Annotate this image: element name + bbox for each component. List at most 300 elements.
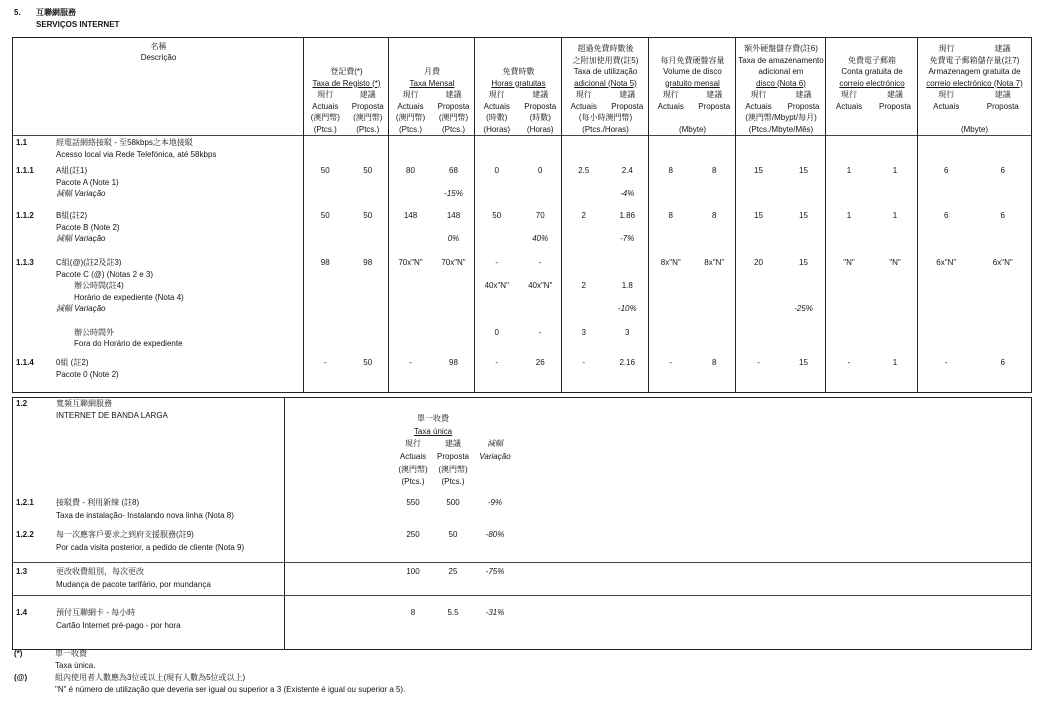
actual-label: Actuais	[657, 101, 684, 111]
value	[347, 137, 390, 149]
value: 8	[668, 211, 673, 220]
proposed-label: Proposta	[437, 101, 470, 111]
variation-value	[347, 303, 390, 315]
actual-value-cell	[736, 357, 781, 394]
variation-label	[473, 464, 517, 477]
variation-value	[781, 188, 826, 200]
proposed-value-cell	[975, 257, 1032, 356]
column-subheader-line	[475, 89, 562, 101]
value	[736, 292, 781, 304]
proposed-value-cell	[872, 165, 918, 209]
column-subheader-line	[389, 124, 475, 136]
footnotes	[14, 648, 405, 696]
value: 15	[754, 211, 763, 220]
column-divider	[917, 38, 918, 392]
proposed-value-cell	[872, 257, 918, 356]
value: 8	[712, 211, 717, 220]
actual-label: 現行	[488, 90, 505, 99]
value	[347, 338, 390, 350]
value	[693, 149, 737, 161]
value	[562, 369, 606, 381]
single-fee-subheader-line	[393, 476, 521, 489]
column-subheader-line	[649, 101, 736, 113]
value	[918, 149, 975, 161]
value	[649, 177, 693, 189]
value	[781, 292, 826, 304]
value	[389, 177, 432, 189]
column-group-header	[918, 38, 1031, 135]
variation-value	[562, 303, 606, 315]
value	[975, 292, 1032, 304]
value: 68	[449, 166, 458, 175]
column-title-line: 月費	[424, 67, 440, 76]
description-line: Pacote C (@) (Notas 2 e 3)	[56, 269, 154, 279]
value	[826, 137, 872, 149]
proposed-label: (澳門幣)	[353, 113, 383, 122]
value	[519, 369, 563, 381]
table-header	[13, 38, 1031, 136]
actual-label: Actuais	[312, 101, 339, 111]
column-title-line: Taxa Mensal	[409, 78, 455, 88]
actual-value-cell	[736, 257, 781, 356]
variation-value	[304, 233, 347, 245]
column-group-title	[562, 40, 649, 89]
actual-value-cell	[918, 165, 975, 209]
single-fee-subheader-line	[393, 438, 521, 451]
variation-value	[649, 303, 693, 315]
column-divider	[825, 38, 826, 392]
column-title-line: Taxa de Registo (*)	[312, 78, 381, 88]
value	[606, 338, 650, 350]
proposed-value-cell	[781, 137, 826, 164]
value: 8x"N"	[660, 258, 681, 267]
proposed-value-cell	[519, 357, 563, 394]
value	[304, 327, 347, 339]
column-group-header	[389, 38, 475, 135]
description-header	[13, 38, 304, 135]
actual-value-cell	[389, 257, 432, 356]
column-subheader-line	[562, 89, 649, 101]
variation-value	[389, 303, 432, 315]
column-title-line: 免費電子郵箱儲存量(註7)	[929, 55, 1020, 65]
value	[918, 177, 975, 189]
description-line: C組(@)(註2及註3)	[56, 258, 122, 267]
proposed-value-cell	[693, 357, 737, 394]
variation-value: 0%	[447, 234, 460, 244]
proposed-label: Proposta	[698, 101, 731, 111]
value	[347, 177, 390, 189]
variation-value	[736, 233, 781, 245]
value: 50	[492, 211, 502, 220]
value	[432, 269, 475, 281]
value: 20	[754, 258, 763, 267]
row-title-zh: 每一次應客戶要求之到府支援服務(註9)	[56, 530, 194, 539]
single-fee-subheader-line	[393, 451, 521, 464]
footnote	[14, 672, 405, 696]
variation-value: -25%	[794, 304, 813, 314]
row-title-pt: Cartão Internet pré-pago - por hora	[56, 621, 181, 630]
row-values	[393, 497, 517, 510]
value	[606, 292, 650, 304]
value	[918, 338, 975, 350]
value	[432, 177, 475, 189]
column-subheader-line	[736, 112, 826, 124]
description-line: 經電話網絡接駁 - 至58kbps之本地接駁	[56, 138, 193, 147]
proposed-label: 建議	[706, 90, 723, 99]
proposed-value-cell	[872, 210, 918, 256]
column-subheader-line	[475, 112, 562, 124]
column-subheader-line	[649, 112, 736, 124]
description-line: Pacote A (Note 1)	[56, 177, 119, 187]
column-title-line: gratuito mensal	[665, 78, 720, 88]
row-title-zh: 更改收費組別，每次更改	[56, 567, 144, 576]
proposed-value-cell	[432, 137, 475, 164]
proposed-label: (澳門幣)	[438, 464, 468, 474]
value	[918, 222, 975, 234]
description-line: Pacote 0 (Note 2)	[56, 369, 119, 379]
single-fee-title-zh: 單一收費	[417, 414, 449, 423]
value: 1	[892, 358, 898, 367]
variation-value	[918, 188, 975, 200]
proposed-value-cell	[693, 210, 737, 256]
proposed-value-cell	[347, 257, 390, 356]
variation-value	[872, 303, 918, 315]
column-subheader-line	[562, 112, 649, 124]
value	[693, 269, 737, 281]
single-fee-header	[393, 412, 521, 489]
value	[304, 222, 347, 234]
value: 1.86	[619, 211, 636, 220]
row-description	[13, 165, 304, 209]
value	[606, 149, 650, 161]
value	[389, 369, 432, 381]
actual-label: 現行	[938, 90, 955, 99]
value	[826, 149, 872, 161]
value: 70x"N"	[398, 258, 423, 267]
table-body	[13, 136, 1031, 394]
variation-label: Variação	[479, 451, 511, 461]
variation-value	[649, 188, 693, 200]
value	[347, 280, 390, 292]
variation-label: 減幅 Variação	[56, 234, 106, 244]
column-subheader-line	[918, 101, 1031, 113]
value	[562, 338, 606, 350]
value	[562, 257, 606, 269]
row-description	[13, 137, 304, 164]
value: 98	[363, 258, 373, 267]
value	[918, 369, 975, 381]
actual-value-cell	[304, 165, 347, 209]
value: 2.4	[621, 166, 633, 175]
column-subheader-line	[649, 124, 736, 136]
value	[781, 137, 826, 149]
column-group-header	[562, 38, 649, 135]
value	[872, 327, 918, 339]
value	[649, 315, 693, 327]
column-title-line: Armazenagem gratuita de	[928, 67, 1021, 76]
variation-value	[918, 303, 975, 315]
value	[872, 177, 918, 189]
value	[649, 222, 693, 234]
actual-value-cell	[475, 210, 519, 256]
value: 1	[892, 211, 898, 220]
value	[781, 222, 826, 234]
value	[389, 269, 432, 281]
variation-value: -80%	[485, 530, 505, 539]
description-line: Acesso local via Rede Telefónica, até 58kbps	[56, 149, 217, 159]
value: 1	[846, 211, 852, 220]
column-divider	[388, 38, 389, 392]
value: 6	[1000, 211, 1005, 220]
description-header-pt: Descrição	[140, 53, 177, 62]
actual-value-cell	[304, 257, 347, 356]
column-group-header	[736, 38, 826, 135]
value	[389, 338, 432, 350]
variation-value	[389, 233, 432, 245]
variation-value	[693, 303, 737, 315]
variation-value: 40%	[532, 234, 549, 244]
variation-value	[347, 188, 390, 200]
actual-value-cell	[826, 257, 872, 356]
value	[347, 222, 390, 234]
value: -	[944, 358, 948, 367]
value	[606, 269, 650, 281]
row-values	[393, 529, 517, 542]
proposed-value-cell	[781, 357, 826, 394]
actual-value-cell	[562, 357, 606, 394]
value	[389, 315, 432, 327]
value	[475, 269, 519, 281]
value: 15	[754, 166, 763, 175]
value	[519, 292, 563, 304]
actual-value: 550	[406, 498, 420, 507]
column-subheader-line	[304, 112, 389, 124]
column-subheader-line	[826, 89, 918, 101]
variation-value	[304, 303, 347, 315]
row-values	[393, 566, 517, 579]
actual-value-cell	[826, 165, 872, 209]
value	[347, 315, 390, 327]
value	[389, 327, 432, 339]
description-line: Fora do Horário de expediente	[74, 339, 183, 349]
value	[872, 315, 918, 327]
value	[475, 292, 519, 304]
proposed-value-cell	[606, 357, 650, 394]
value	[781, 149, 826, 161]
value	[432, 315, 475, 327]
value	[693, 222, 737, 234]
actual-label: 現行	[841, 90, 857, 99]
column-subheader-line	[918, 89, 1031, 101]
variation-value	[781, 233, 826, 245]
value	[826, 177, 872, 189]
proposed-value-cell	[432, 210, 475, 256]
actual-label: (Horas)	[483, 124, 511, 134]
row-description	[13, 257, 304, 356]
row-values	[393, 607, 517, 620]
actual-value-cell	[389, 137, 432, 164]
value	[975, 137, 1032, 149]
value	[519, 177, 563, 189]
value	[918, 315, 975, 327]
value	[826, 338, 872, 350]
column-group-header	[304, 38, 389, 135]
variation-value	[975, 303, 1032, 315]
value	[693, 315, 737, 327]
value: -	[495, 358, 499, 367]
column-divider	[561, 38, 562, 392]
proposed-label: 建議	[532, 90, 549, 99]
section-title	[14, 7, 119, 31]
value	[872, 149, 918, 161]
proposed-label: 建議	[994, 90, 1011, 99]
proposed-label: 建議	[359, 90, 376, 99]
variation-value	[826, 188, 872, 200]
value: "N"	[889, 258, 901, 267]
column-subheader-line	[736, 89, 826, 101]
proposed-label: 建議	[445, 439, 461, 448]
column-title-line: 現行 建議	[938, 44, 1011, 53]
value	[736, 269, 781, 281]
value: 8	[712, 166, 717, 175]
column-group-header	[475, 38, 562, 135]
value	[304, 315, 347, 327]
value	[347, 327, 390, 339]
value	[918, 327, 975, 339]
value	[304, 149, 347, 161]
value	[918, 269, 975, 281]
value	[519, 338, 563, 350]
column-group-header	[826, 38, 918, 135]
actual-label: (時數)	[486, 113, 508, 122]
value: "N"	[843, 258, 855, 267]
section-number: 5.	[14, 8, 21, 17]
description-line: B組(註2)	[56, 211, 88, 220]
actual-label: (Ptcs.)	[398, 124, 423, 134]
value	[432, 369, 475, 381]
column-subheader-line	[304, 89, 389, 101]
value	[736, 369, 781, 381]
proposed-value-cell	[693, 165, 737, 209]
actual-value-cell	[918, 257, 975, 356]
value	[475, 222, 519, 234]
value: 6	[1000, 358, 1005, 367]
variation-value	[918, 233, 975, 245]
actual-value: 100	[406, 567, 420, 576]
value	[975, 338, 1032, 350]
variation-value	[475, 188, 519, 200]
value: 15	[799, 258, 808, 267]
column-title-line: 之附加使用費(註5)	[572, 55, 639, 65]
value: 148	[446, 211, 461, 220]
value	[975, 149, 1032, 161]
value	[347, 369, 390, 381]
proposed-label: (時數)	[529, 113, 551, 122]
value	[975, 327, 1032, 339]
broadband-tariff-table	[12, 397, 1032, 650]
value	[432, 280, 475, 292]
column-title-line: correio electrónico	[839, 78, 905, 88]
column-title-line: Taxa de amazenamento	[738, 55, 824, 65]
row-title-pt: Taxa de instalação- Instalando nova linha (Nota 8)	[56, 511, 234, 520]
value	[562, 222, 606, 234]
row-divider	[13, 562, 1031, 563]
footnote	[14, 648, 405, 672]
actual-value-cell	[475, 137, 519, 164]
value	[826, 369, 872, 381]
variation-value	[975, 233, 1032, 245]
description-line	[13, 315, 304, 327]
column-subheader-line	[389, 101, 475, 113]
actual-value: 250	[406, 530, 420, 539]
actual-value-cell	[918, 137, 975, 164]
column-group-title	[304, 40, 389, 89]
column-group-title	[649, 40, 736, 89]
proposed-label: 建議	[445, 90, 462, 99]
proposed-label: 建議	[887, 90, 903, 99]
value: 1	[846, 166, 852, 175]
row-number: 1.2.1	[16, 498, 34, 507]
value: -	[847, 358, 851, 367]
value	[606, 257, 650, 269]
value	[736, 222, 781, 234]
proposed-label: 建議	[795, 90, 812, 99]
value	[562, 177, 606, 189]
description-line: Horário de expediente (Nota 4)	[74, 292, 184, 302]
variation-value	[432, 303, 475, 315]
value: -	[538, 327, 542, 337]
column-title-line: Conta gratuita de	[841, 67, 903, 76]
table-row	[13, 209, 1031, 256]
value: -	[538, 258, 542, 267]
variation-label: 減幅 Variação	[56, 304, 106, 314]
actual-label: Actuais	[570, 101, 597, 111]
footnote-mark: (@)	[14, 673, 28, 682]
proposed-value: 50	[448, 530, 458, 539]
actual-value-cell	[389, 357, 432, 394]
proposed-value-cell	[975, 357, 1032, 394]
column-group-title	[475, 40, 562, 89]
value	[606, 369, 650, 381]
column-group-title	[918, 40, 1031, 89]
variation-value	[475, 303, 519, 315]
dialup-tariff-table	[12, 37, 1032, 393]
row-number: 1.1.3	[16, 258, 34, 267]
actual-label: 現行	[750, 90, 767, 99]
actual-value-cell	[562, 210, 606, 256]
value	[649, 338, 693, 350]
column-divider	[735, 38, 736, 392]
value: 0	[494, 166, 499, 175]
actual-label: Actuais	[399, 451, 427, 461]
footnote-text: "N" é número de utilização que deveria ser igual ou superior a 3 (Existente é igual ou superior a 5).	[55, 685, 406, 694]
value	[781, 327, 826, 339]
proposed-value-cell	[975, 137, 1032, 164]
value	[781, 338, 826, 350]
value	[649, 149, 693, 161]
value	[304, 177, 347, 189]
value	[649, 292, 693, 304]
column-subheader-line	[389, 89, 475, 101]
actual-value: 8	[410, 608, 416, 617]
column-title-line: Volume de disco	[663, 67, 722, 76]
proposed-label: (Horas)	[526, 124, 554, 134]
actual-value-cell	[736, 137, 781, 164]
proposed-value-cell	[975, 210, 1032, 256]
value: 80	[406, 166, 415, 175]
value: 40x"N"	[484, 281, 509, 291]
proposed-value: 25	[448, 567, 458, 576]
